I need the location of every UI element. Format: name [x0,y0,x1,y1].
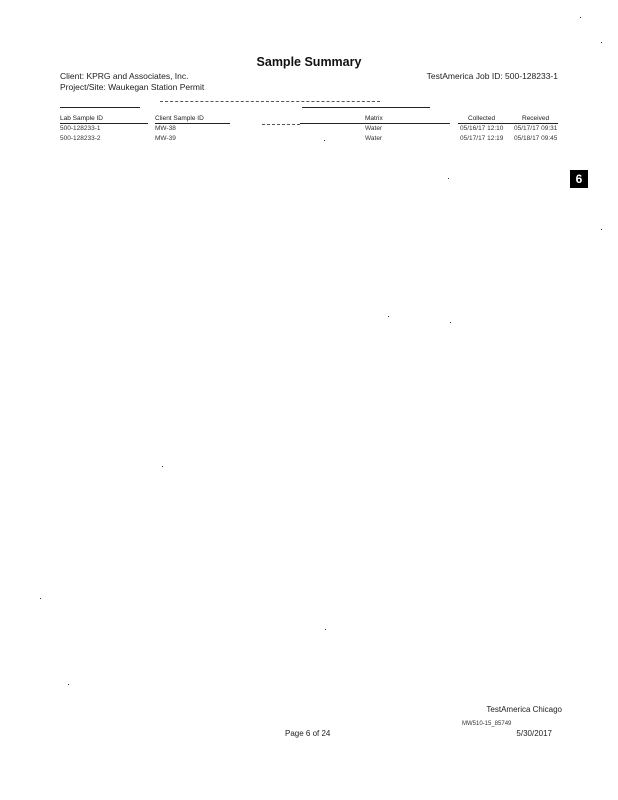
cell-lab-sample-id: 500-128233-1 [60,125,101,132]
cell-collected: 05/16/17 12:10 [460,125,504,132]
project-site: Project/Site: Waukegan Station Permit [60,82,205,92]
scan-speck [388,316,389,317]
underline-client-sample-id [155,123,230,124]
footer-page-number: Page 6 of 24 [285,729,331,738]
col-lab-sample-id: Lab Sample ID [60,115,103,122]
col-collected: Collected [468,115,496,122]
underline-dashed [262,124,300,125]
scan-speck [68,684,69,685]
cell-received: 05/17/17 09:31 [514,125,558,132]
col-received: Received [522,115,550,122]
cell-received: 05/18/17 09:45 [514,135,558,142]
underline-dates [458,123,558,124]
scan-speck [40,598,41,599]
job-id: TestAmerica Job ID: 500-128233-1 [426,71,558,81]
footer-doc-code: MW510-15_85749 [462,721,512,727]
cell-matrix: Water [365,135,383,142]
cell-lab-sample-id: 500-128233-2 [60,135,101,142]
scan-speck [325,629,326,630]
scan-speck [601,42,602,43]
scan-speck [580,17,581,18]
scan-speck [324,140,325,141]
scan-speck [601,229,602,230]
client-name: Client: KPRG and Associates, Inc. [60,71,189,81]
col-client-sample-id: Client Sample ID [155,115,204,122]
cell-matrix: Water [365,125,383,132]
footer-lab-name: TestAmerica Chicago [486,705,562,714]
scan-speck [450,322,451,323]
cell-client-sample-id: MW-38 [155,125,176,132]
section-tab: 6 [570,170,588,188]
scan-speck [162,466,163,467]
cell-client-sample-id: MW-39 [155,135,176,142]
header-rule-matrix [302,107,430,108]
footer-date: 5/30/2017 [516,729,552,738]
header-rule-dashed [160,101,380,102]
underline-matrix [300,123,450,124]
col-matrix: Matrix [365,115,383,122]
scan-speck [448,178,449,179]
underline-lab-sample-id [60,123,148,124]
page-title: Sample Summary [256,55,362,69]
header-rule-left [60,107,140,108]
cell-collected: 05/17/17 12:19 [460,135,504,142]
